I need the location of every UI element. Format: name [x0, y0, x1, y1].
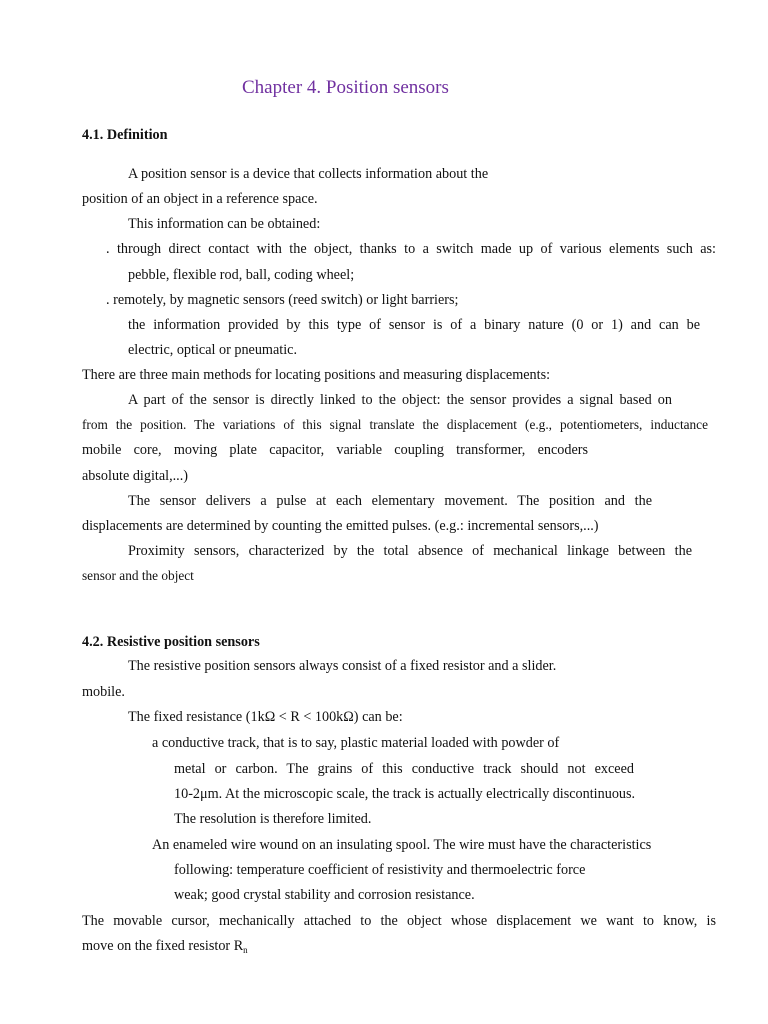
paragraph-line: Proximity sensors, characterized by the total absence of mechanical linkage between the: [128, 543, 692, 559]
paragraph-line: This information can be obtained:: [128, 216, 321, 232]
paragraph-line: 10-2μm. At the microscopic scale, the track is actually electrically discontinuous.: [174, 786, 636, 802]
paragraph-line: electric, optical or pneumatic.: [128, 342, 297, 358]
paragraph-line: There are three main methods for locating positions and measuring displacements:: [82, 367, 551, 383]
paragraph-line: displacements are determined by counting the emitted pulses. (e.g.: incremental sensors,...): [82, 518, 599, 534]
paragraph-line: mobile core, moving plate capacitor, variable coupling transformer, encoders: [82, 442, 588, 458]
paragraph-line: The sensor delivers a pulse at each elementary movement. The position and the: [128, 493, 652, 509]
page-title: Chapter 4. Position sensors: [242, 77, 449, 98]
paragraph-line: metal or carbon. The grains of this conductive track should not exceed: [174, 761, 634, 777]
section-heading-resistive: 4.2. Resistive position sensors: [82, 634, 260, 650]
paragraph-line: A part of the sensor is directly linked to the object: the sensor provides a signal based on: [128, 392, 672, 408]
paragraph-line: pebble, flexible rod, ball, coding wheel;: [128, 267, 355, 283]
subscript: n: [243, 945, 248, 955]
paragraph-line: following: temperature coefficient of resistivity and thermoelectric force: [174, 862, 586, 878]
paragraph-line: [82, 937, 248, 955]
paragraph-line: sensor and the object: [82, 568, 194, 583]
section-heading-definition: 4.1. Definition: [82, 127, 168, 143]
paragraph-line: The resolution is therefore limited.: [174, 811, 372, 827]
paragraph-line: absolute digital,...): [82, 468, 188, 484]
paragraph-line: the information provided by this type of sensor is of a binary nature (0 or 1) and can be: [128, 317, 700, 333]
paragraph-text: move on the fixed resistor R: [82, 938, 244, 954]
paragraph-line: position of an object in a reference space.: [82, 191, 318, 207]
paragraph-line: A position sensor is a device that collects information about the: [128, 166, 489, 182]
paragraph-line: mobile.: [82, 684, 125, 700]
paragraph-line: The resistive position sensors always consist of a fixed resistor and a slider.: [128, 658, 557, 674]
paragraph-line: from the position. The variations of this signal translate the displacement (e.g., potentiometers, inductance: [82, 417, 708, 432]
list-item: An enameled wire wound on an insulating spool. The wire must have the characteristics: [152, 837, 652, 853]
list-item: . remotely, by magnetic sensors (reed switch) or light barriers;: [106, 292, 459, 308]
paragraph-line: The movable cursor, mechanically attached to the object whose displacement we want to know, is: [82, 913, 716, 929]
paragraph-line: weak; good crystal stability and corrosion resistance.: [174, 887, 475, 903]
list-item: a conductive track, that is to say, plastic material loaded with powder of: [152, 735, 560, 751]
paragraph-line: The fixed resistance (1kΩ < R < 100kΩ) can be:: [128, 709, 403, 725]
list-item: . through direct contact with the object, thanks to a switch made up of various elements such as:: [106, 241, 716, 257]
